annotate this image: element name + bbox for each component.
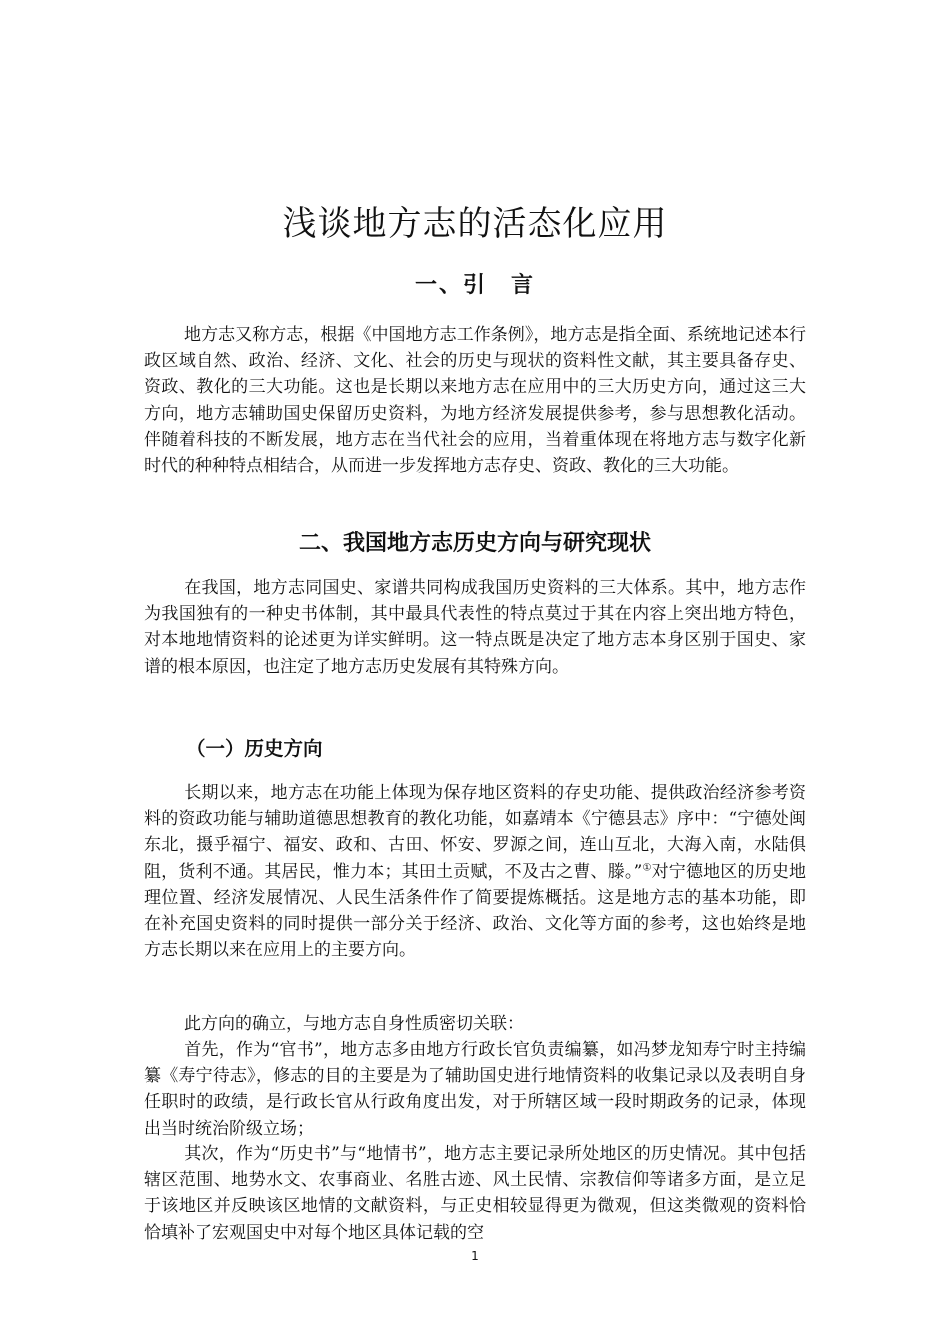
section-heading-history: 二、我国地方志历史方向与研究现状 [298, 531, 651, 556]
direction-paragraph [144, 780, 806, 963]
history-paragraph [144, 575, 806, 680]
history-paragraph-text: 在我国，地方志同国史、家谱共同构成我国历史资料的三大体系。其中，地方志作为我国独有的一种史书体制，其中最具代表性的特点莫过于其在内容上突出地方特色，对本地地情资料的论述更为详实鲜明。这一特点既是决定了地方志本身区别于国史、家谱的根本原因，也注定了地方志历史发展有其特殊方向。 [144, 578, 806, 677]
subsection-heading-direction: （一）历史方向 [186, 737, 323, 760]
page-number: 1 [471, 1249, 479, 1263]
footnote-marker[interactable]: ① [642, 861, 652, 873]
intro-paragraph [144, 322, 806, 479]
document-title: 浅谈地方志的活态化应用 [282, 204, 668, 244]
first-reason-text: 首先，作为“官书”，地方志多由地方行政长官负责编纂，如冯梦龙知寿宁时主持编纂《寿宁待志》，修志的目的主要是为了辅助国史进行地情资料的收集记录以及表明自身任职时的政绩，是行政长官从行政角度出发，对于所辖区域一段时期政务的记录，体现出当时统治阶级立场； [144, 1040, 806, 1139]
second-reason-text: 其次，作为“历史书”与“地情书”，地方志主要记录所处地区的历史情况。其中包括辖区范围、地势水文、农事商业、名胜古迹、风土民情、宗教信仰等诸多方面，是立足于该地区并反映该区地情的文献资料，与正史相较显得更为微观，但这类微观的资料恰恰填补了宏观国史中对每个地区具体记载的空 [144, 1144, 806, 1243]
nature-intro-text: 此方向的确立，与地方志自身性质密切关联： [184, 1014, 524, 1034]
first-reason-paragraph [144, 1037, 806, 1142]
direction-paragraph-text-b: 对宁德地区的历史地理位置、经济发展情况、人民生活条件作了简要提炼概括。这是地方志的基本功能，即在补充国史资料的同时提供一部分关于经济、政治、文化等方面的参考，这也始终是地方志长期以来在应用上的主要方向。 [144, 861, 807, 961]
direction-paragraph-text-a: 长期以来，地方志在功能上体现为保存地区资料的存史功能、提供政治经济参考资料的资政功能与辅助道德思想教育的教化功能，如嘉靖本《宁德县志》序中：“宁德处闽东北，摄乎福宁、福安、政和、古田、怀安、罗源之间，连山互北，大海入南，水陆俱阻，货利不通。其居民，惟力本；其田土贡赋，不及古之曹、滕。” [144, 783, 806, 882]
section-heading-intro: 一、引 言 [414, 273, 535, 298]
intro-paragraph-text: 地方志又称方志，根据《中国地方志工作条例》，地方志是指全面、系统地记述本行政区域自然、政治、经济、文化、社会的历史与现状的资料性文献，其主要具备存史、资政、教化的三大功能。这也是长期以来地方志在应用中的三大历史方向，通过这三大方向，地方志辅助国史保留历史资料，为地方经济发展提供参考，参与思想教化活动。伴随着科技的不断发展，地方志在当代社会的应用，当着重体现在将地方志与数字化新时代的种种特点相结合，从而进一步发挥地方志存史、资政、教化的三大功能。 [144, 325, 806, 477]
second-reason-paragraph [144, 1141, 806, 1246]
nature-intro-paragraph [144, 1011, 806, 1037]
